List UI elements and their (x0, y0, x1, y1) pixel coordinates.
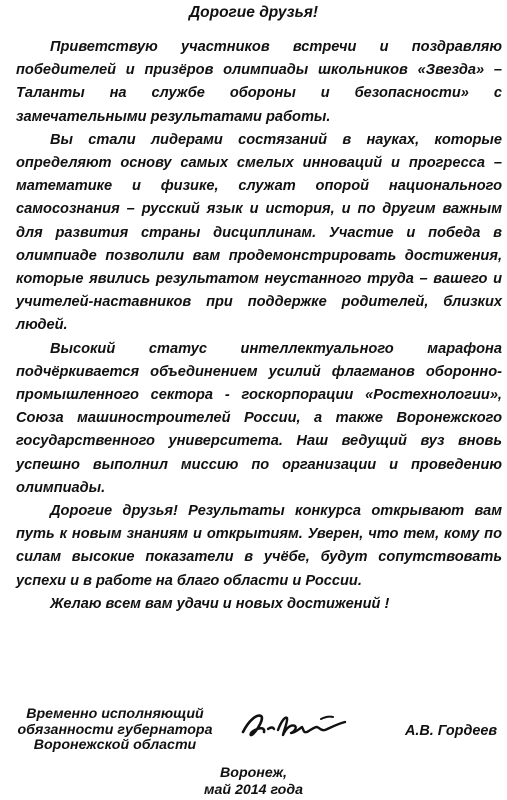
paragraph-leaders: Вы стали лидерами состязаний в науках, которые определяют основу самых смелых инноваций и прогресса – математике и физике, служат опорой национального самосознания – русский язык и история, и по другим важным для развития страны дисциплинам. Участие и победа в олимпиаде позволили вам продемонстрировать достижения, которые явились результатом неустанного труда – вашего и учителей-наставников при поддержке родителей, близких людей. (16, 131, 502, 334)
place-and-date (0, 765, 507, 799)
letter-greeting: Дорогие друзья! (188, 4, 319, 21)
signatory-title-line: Воронежской области (33, 737, 197, 753)
letter-body (16, 36, 502, 616)
signatory-title-line: Временно исполняющий (26, 706, 204, 722)
signatory-title-line: обязанности губернатора (17, 721, 213, 738)
paragraph-status: Высокий статус интеллектуального марафона подчёркивается объединением усилий флагманов оборонно-промышленного сектора - госкорпорации «Ростехнологии», Союза машиностроителей России, а также Воронежского государственного университета. Наш ведущий вуз вновь успешно выполнил миссию по организации и проведению олимпиады. (16, 340, 502, 496)
paragraph-dear-friends: Дорогие друзья! Результаты конкурса открывают вам путь к новым знаниям и открытиям. Уверен, что тем, кому по силам высокие показатели в учёбе, будут сопутствовать успехи и в работе на благо области и России. (16, 503, 502, 589)
signatory-title (10, 707, 220, 754)
handwritten-signature (237, 706, 357, 746)
signatory-name: А.В. Гордеев (405, 723, 498, 739)
letter-date: май 2014 года (203, 782, 304, 798)
paragraph-closing-wish: Желаю всем вам удачи и новых достижений ! (50, 595, 390, 612)
paragraph-congratulations: Приветствую участников встречи и поздравляю победителей и призёров олимпиады школьников «Звезда» – Таланты на службе обороны и безопасности» с замечательными результатами работы. (16, 39, 502, 125)
place-city: Воронеж, (220, 765, 287, 781)
